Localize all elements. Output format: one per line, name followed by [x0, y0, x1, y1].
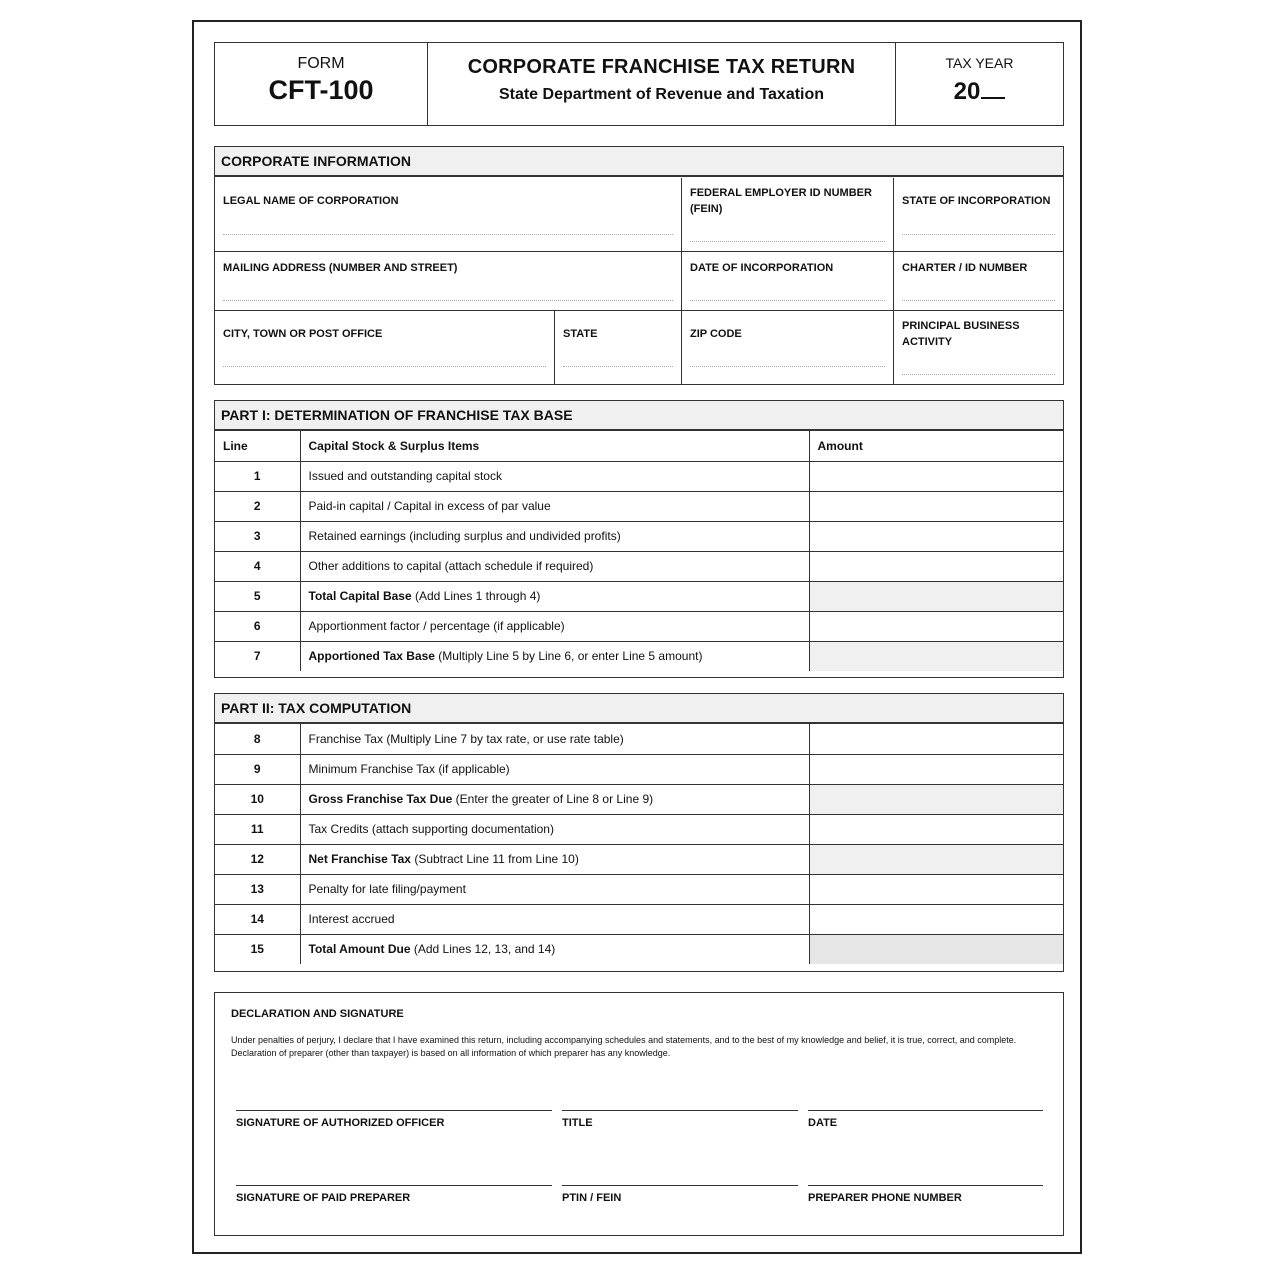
officer-signature-line[interactable] [236, 1110, 552, 1111]
form-label: FORM [297, 55, 345, 72]
state-of-incorporation-field[interactable] [894, 178, 1063, 251]
table-row [215, 784, 1063, 814]
table-row [215, 491, 1063, 521]
column-header-amount: Amount [809, 431, 1063, 461]
line-description [300, 641, 809, 671]
line-description [300, 581, 809, 611]
city-field[interactable] [215, 311, 554, 384]
line-description-text: (Multiply Line 5 by Line 6, or enter Line 5 amount) [434, 649, 703, 664]
field-input-line[interactable] [223, 234, 673, 235]
field-label: PRINCIPAL BUSINESS ACTIVITY [902, 320, 1020, 348]
part2-section [214, 693, 1064, 972]
divider [215, 251, 1063, 252]
line-description-text: Paid-in capital / Capital in excess of par value [308, 499, 551, 513]
line-number: 2 [215, 491, 300, 521]
field-label: LEGAL NAME OF CORPORATION [223, 195, 399, 207]
line-description-bold: Net Franchise Tax [308, 852, 411, 866]
table-row [215, 611, 1063, 641]
field-label: STATE [563, 328, 598, 340]
line-description-text: Retained earnings (including surplus and undivided profits) [308, 529, 621, 543]
table-header-row [215, 431, 1063, 461]
line-number: 8 [215, 724, 300, 754]
amount-field[interactable] [809, 461, 1063, 491]
line-description-bold: Total Amount Due [308, 942, 411, 957]
title-label: TITLE [562, 1117, 593, 1129]
column-header-items: Capital Stock & Surplus Items [300, 431, 809, 461]
preparer-phone-line[interactable] [808, 1185, 1043, 1186]
part1-table [215, 431, 1063, 671]
line-number: 3 [215, 521, 300, 551]
line-description-text: Other additions to capital (attach schedule if required) [308, 559, 594, 573]
table-row [215, 581, 1063, 611]
amount-field[interactable] [809, 491, 1063, 521]
field-input-line[interactable] [902, 234, 1055, 235]
line-number: 11 [215, 814, 300, 844]
line-description [300, 874, 809, 904]
state-field[interactable] [555, 311, 681, 384]
amount-field[interactable] [809, 784, 1063, 814]
line-description-bold: Total Capital Base [308, 589, 412, 603]
fein-field[interactable] [682, 178, 893, 251]
line-description [300, 724, 809, 754]
column-header-line: Line [215, 431, 300, 461]
amount-field[interactable] [809, 934, 1063, 964]
form-subtitle: State Department of Revenue and Taxation [498, 86, 825, 103]
preparer-signature-line[interactable] [236, 1185, 552, 1186]
table-row [215, 551, 1063, 581]
line-description-bold: Gross Franchise Tax Due [308, 792, 453, 806]
field-input-line[interactable] [690, 300, 885, 301]
preparer-phone-label: PREPARER PHONE NUMBER [808, 1192, 962, 1204]
field-input-line[interactable] [223, 300, 673, 301]
mailing-address-field[interactable] [215, 252, 681, 310]
field-input-line[interactable] [563, 366, 673, 367]
declaration-text: Under penalties of perjury, I declare that I have examined this return, including accompanying schedules and statements, and to the best of my knowledge and belief, it is true, correct, and complete. Declaration of preparer (other than taxpayer) is based on all information of which preparer has any knowledge. [231, 1035, 1017, 1058]
line-description-text: Minimum Franchise Tax (if applicable) [308, 762, 510, 776]
field-label: FEDERAL EMPLOYER ID NUMBER (FEIN) [690, 187, 872, 215]
line-number: 7 [215, 641, 300, 671]
principal-activity-field[interactable] [894, 311, 1063, 384]
line-description-text: (Subtract Line 11 from Line 10) [410, 852, 579, 866]
form-header [214, 42, 1064, 126]
line-description [300, 491, 809, 521]
tax-year-field[interactable] [896, 77, 1063, 106]
line-description [300, 814, 809, 844]
amount-field[interactable] [809, 521, 1063, 551]
line-number: 1 [215, 461, 300, 491]
amount-field[interactable] [809, 814, 1063, 844]
line-description-text: Franchise Tax (Multiply Line 7 by tax rate, or use rate table) [308, 731, 624, 746]
ptin-line[interactable] [562, 1185, 798, 1186]
line-description-text: Penalty for late filing/payment [308, 882, 466, 896]
line-description-text: (Add Lines 12, 13, and 14) [410, 942, 556, 957]
amount-field[interactable] [809, 581, 1063, 611]
line-description [300, 611, 809, 641]
ptin-label: PTIN / FEIN [562, 1192, 622, 1204]
form-title: CORPORATE FRANCHISE TAX RETURN [467, 56, 856, 78]
table-row [215, 814, 1063, 844]
field-input-line[interactable] [223, 366, 546, 367]
field-input-line[interactable] [902, 374, 1055, 375]
table-row [215, 874, 1063, 904]
preparer-signature-label: SIGNATURE OF PAID PREPARER [236, 1192, 411, 1204]
declaration-section [214, 992, 1064, 1236]
field-label: STATE OF INCORPORATION [902, 195, 1051, 207]
line-description [300, 904, 809, 934]
table-row [215, 844, 1063, 874]
field-label: CITY, TOWN OR POST OFFICE [223, 328, 383, 340]
line-number: 14 [215, 904, 300, 934]
date-line[interactable] [808, 1110, 1043, 1111]
line-description-text: Tax Credits (attach supporting documentation) [308, 822, 554, 836]
line-number: 13 [215, 874, 300, 904]
line-description-text: (Enter the greater of Line 8 or Line 9) [452, 792, 654, 806]
line-description [300, 551, 809, 581]
field-label: DATE OF INCORPORATION [690, 262, 834, 274]
table-row [215, 641, 1063, 671]
tax-year-label: TAX YEAR [945, 55, 1014, 71]
field-label: MAILING ADDRESS (NUMBER AND STREET) [223, 262, 458, 274]
table-row [215, 724, 1063, 754]
field-label: CHARTER / ID NUMBER [902, 262, 1028, 274]
line-number: 9 [215, 754, 300, 784]
amount-field[interactable] [809, 754, 1063, 784]
form-number: CFT-100 [268, 75, 374, 105]
line-description [300, 754, 809, 784]
table-row [215, 934, 1063, 964]
legal-name-field[interactable] [215, 178, 681, 251]
part1-section [214, 400, 1064, 678]
tax-year-prefix: 20 [953, 78, 981, 105]
table-row [215, 904, 1063, 934]
section-title: PART II: TAX COMPUTATION [215, 694, 1063, 724]
line-number: 4 [215, 551, 300, 581]
line-description [300, 521, 809, 551]
tax-year-blank[interactable] [981, 77, 1005, 99]
amount-field[interactable] [809, 724, 1063, 754]
line-number: 10 [215, 784, 300, 814]
form-title-box [428, 43, 896, 125]
line-description-text: Issued and outstanding capital stock [308, 469, 502, 483]
charter-id-field[interactable] [894, 252, 1063, 310]
tax-year-box [896, 43, 1063, 125]
amount-field[interactable] [809, 611, 1063, 641]
declaration-title: DECLARATION AND SIGNATURE [231, 1008, 404, 1020]
section-title: CORPORATE INFORMATION [215, 147, 1063, 177]
date-label: DATE [808, 1117, 838, 1129]
divider [681, 178, 682, 384]
line-description-text: Interest accrued [308, 912, 395, 926]
line-number: 5 [215, 581, 300, 611]
line-description [300, 934, 809, 964]
line-description [300, 784, 809, 814]
table-row [215, 521, 1063, 551]
line-description [300, 461, 809, 491]
amount-field[interactable] [809, 551, 1063, 581]
part2-table [215, 724, 1063, 964]
amount-field[interactable] [809, 641, 1063, 671]
zip-code-field[interactable] [682, 311, 893, 384]
field-input-line[interactable] [902, 300, 1055, 301]
section-title: PART I: DETERMINATION OF FRANCHISE TAX BASE [215, 401, 1063, 431]
divider [215, 310, 1063, 311]
field-label: ZIP CODE [690, 328, 742, 340]
line-number: 15 [215, 934, 300, 964]
line-description-bold: Apportioned Tax Base [308, 649, 435, 664]
line-number: 6 [215, 611, 300, 641]
title-line[interactable] [562, 1110, 798, 1111]
line-description-text: (Add Lines 1 through 4) [411, 589, 541, 603]
divider [554, 310, 555, 384]
divider [893, 178, 894, 384]
table-row [215, 754, 1063, 784]
form-id-box [215, 43, 428, 125]
line-description [300, 844, 809, 874]
corporate-info-section [214, 146, 1064, 385]
amount-field[interactable] [809, 844, 1063, 874]
table-row [215, 461, 1063, 491]
field-input-line[interactable] [690, 241, 885, 242]
line-description-text: Apportionment factor / percentage (if applicable) [308, 619, 565, 633]
field-input-line[interactable] [690, 366, 885, 367]
line-number: 12 [215, 844, 300, 874]
officer-signature-label: SIGNATURE OF AUTHORIZED OFFICER [236, 1117, 445, 1129]
amount-field[interactable] [809, 874, 1063, 904]
date-of-incorporation-field[interactable] [682, 252, 893, 310]
amount-field[interactable] [809, 904, 1063, 934]
